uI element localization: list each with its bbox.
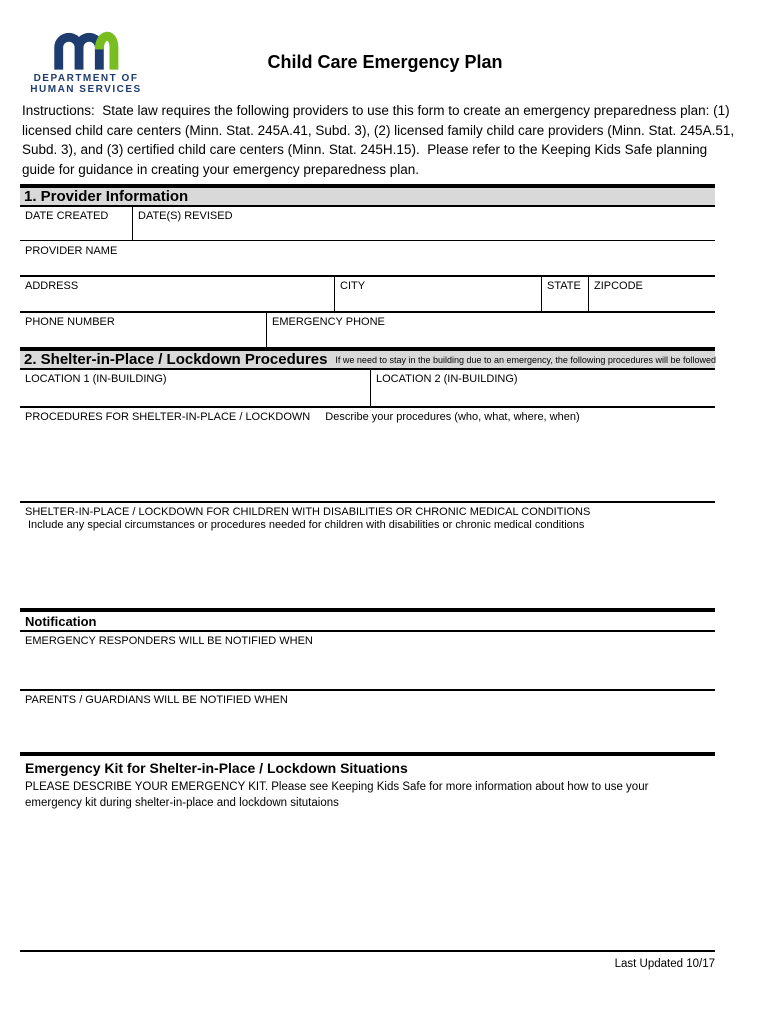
provider-name-field[interactable] [20, 242, 715, 275]
emergency-phone-field[interactable] [267, 313, 715, 347]
provider-section-heading: 1. Provider Information [24, 187, 189, 205]
disabilities-note: Include any special circumstances or procedures needed for children with disabilities or chronic medical conditions [28, 519, 585, 531]
shelter-locations-row [20, 370, 715, 408]
city-label: CITY [340, 280, 366, 292]
notification-heading: Notification [25, 613, 97, 629]
responders-field[interactable] [20, 632, 715, 689]
shelter-disabilities-row [20, 503, 715, 608]
date-created-field[interactable] [20, 207, 133, 240]
instructions-text: Instructions: State law requires the following providers to use this form to create an emergency preparedness plan: (1) licensed child care centers (Minn. Stat. 245A.41, Subd. 3), (2) licensed family child care providers (Minn. Stat. 245A.51, Subd. 3), and (3) certified child care centers (Minn. Stat. 245H.15). Please refer to the Keeping Kids Safe planning guide for guidance in creating your emergency preparedness plan. [22, 103, 738, 177]
location2-label: LOCATION 2 (IN-BUILDING) [376, 373, 518, 385]
location1-field[interactable] [20, 370, 371, 406]
procedures-label-line [25, 411, 710, 424]
emergency-kit-field[interactable] [20, 812, 715, 950]
parents-field[interactable] [20, 691, 715, 752]
parents-label: PARENTS / GUARDIANS WILL BE NOTIFIED WHEN [25, 694, 288, 706]
emergency-kit-heading: Emergency Kit for Shelter-in-Place / Lockdown Situations [25, 760, 408, 776]
provider-phone-row [20, 313, 715, 347]
shelter-section-heading: 2. Shelter-in-Place / Lockdown Procedures [24, 350, 328, 368]
notification-responders-row [20, 632, 715, 691]
location2-field[interactable] [371, 370, 715, 406]
provider-name-label: PROVIDER NAME [25, 245, 118, 257]
dates-revised-label: DATE(S) REVISED [138, 210, 233, 222]
provider-name-row [20, 242, 715, 277]
address-field[interactable] [20, 277, 335, 311]
notification-section-header [20, 608, 715, 632]
logo-dept-line1: DEPARTMENT OF [33, 73, 139, 84]
logo-dept-line2: HUMAN SERVICES [30, 84, 142, 95]
emergency-phone-label: EMERGENCY PHONE [272, 316, 385, 328]
phone-number-label: PHONE NUMBER [25, 316, 115, 328]
zipcode-field[interactable] [589, 277, 715, 311]
notification-parents-row [20, 691, 715, 752]
location1-label: LOCATION 1 (IN-BUILDING) [25, 373, 167, 385]
procedures-label: PROCEDURES FOR SHELTER-IN-PLACE / LOCKDOWN [25, 411, 311, 423]
shelter-section-heading-note: If we need to stay in the building due to an emergency, the following procedures will be followed [335, 354, 716, 365]
shelter-section-header [20, 347, 715, 370]
zipcode-label: ZIPCODE [594, 280, 643, 292]
address-label: ADDRESS [25, 280, 79, 292]
provider-date-row [20, 207, 715, 241]
state-label: STATE [547, 280, 581, 292]
procedures-note: Describe your procedures (who, what, where, when) [325, 411, 580, 423]
city-field[interactable] [335, 277, 542, 311]
provider-address-row [20, 277, 715, 313]
shelter-procedures-row [20, 408, 715, 503]
procedures-field[interactable] [20, 408, 715, 501]
page-title: Child Care Emergency Plan [267, 52, 503, 72]
emergency-kit-description: PLEASE DESCRIBE YOUR EMERGENCY KIT. Please see Keeping Kids Safe for more information about how to use your emergency kit during shelter-in-place and lockdown situtaions [25, 781, 649, 809]
phone-number-field[interactable] [20, 313, 267, 347]
disabilities-label: SHELTER-IN-PLACE / LOCKDOWN FOR CHILDREN WITH DISABILITIES OR CHRONIC MEDICAL CONDITIONS [25, 506, 591, 518]
provider-section-header [20, 184, 715, 207]
disabilities-field[interactable] [20, 503, 715, 608]
date-created-label: DATE CREATED [25, 210, 109, 222]
state-field[interactable] [542, 277, 589, 311]
emergency-kit-section [20, 752, 715, 952]
dates-revised-field[interactable] [133, 207, 715, 240]
last-updated-text: Last Updated 10/17 [614, 958, 715, 970]
responders-label: EMERGENCY RESPONDERS WILL BE NOTIFIED WHEN [25, 635, 313, 647]
